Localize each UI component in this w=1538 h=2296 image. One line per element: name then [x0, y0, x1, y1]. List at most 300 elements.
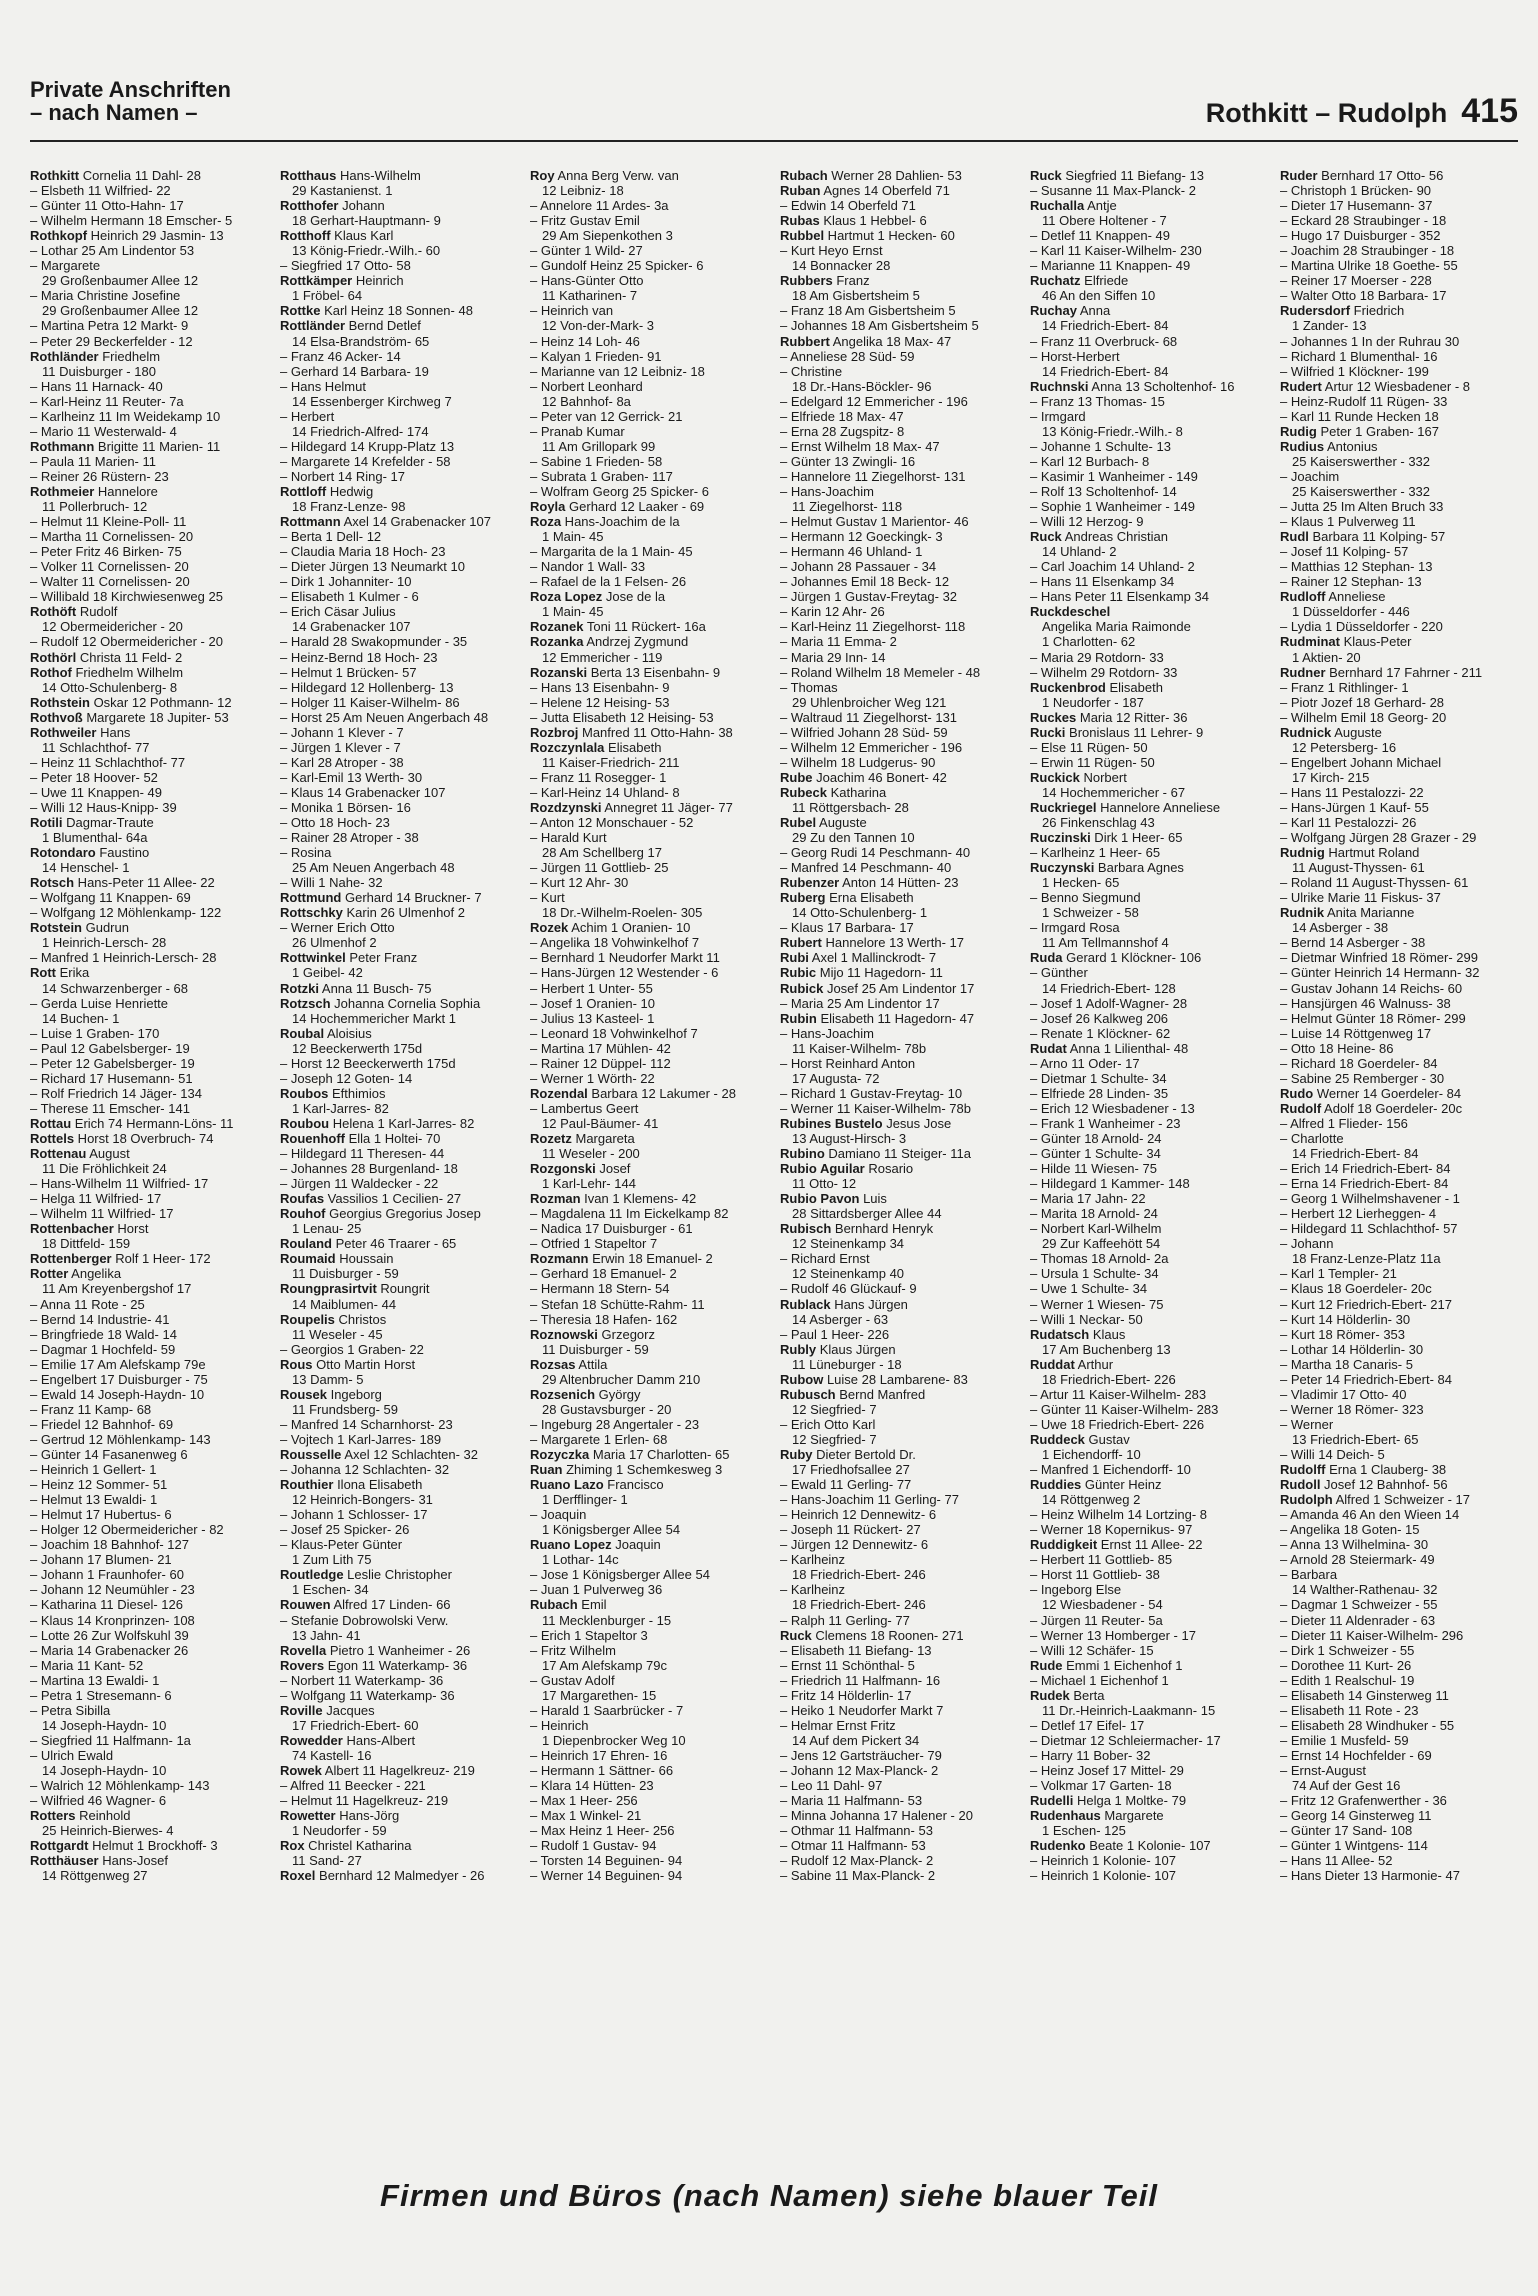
directory-entry	[780, 710, 1020, 725]
directory-entry	[30, 785, 270, 800]
directory-entry	[30, 1191, 270, 1206]
surname: Rouenhoff	[280, 1131, 345, 1146]
directory-entry	[30, 950, 270, 965]
entry-details: 18 Franz-Lenze-Platz 11a	[1292, 1251, 1441, 1267]
directory-entry	[280, 665, 520, 680]
directory-entry	[780, 484, 1020, 499]
entry-details: – Karlheinz	[780, 1582, 846, 1598]
entry-details: – Anneliese 28 Süd- 59	[780, 348, 915, 364]
directory-entry	[1030, 544, 1270, 559]
directory-entry	[30, 890, 270, 905]
directory-entry	[780, 529, 1020, 544]
entry-details: – Otto 18 Hoch- 23	[280, 815, 390, 831]
directory-entry	[530, 1838, 770, 1853]
surname: Rothmann	[30, 438, 95, 454]
entry-details: – Ernst 14 Hochfelder - 69	[1280, 1747, 1432, 1763]
directory-entry	[780, 1236, 1020, 1251]
entry-details: 29 Großenbaumer Allee 12	[42, 273, 199, 289]
entry-details: – Martina 17 Mühlen- 42	[530, 1040, 671, 1056]
entry-details: – Georgios 1 Graben- 22	[280, 1341, 424, 1357]
entry-details: – Johannes Emil 18 Beck- 12	[780, 574, 950, 590]
directory-entry	[1030, 273, 1270, 288]
entry-details: – Günter Heinrich 14 Hermann- 32	[1280, 965, 1480, 981]
entry-details: 11 Weseler - 45	[292, 1326, 383, 1342]
directory-entry	[1280, 680, 1520, 695]
directory-entry	[30, 379, 270, 394]
directory-entry	[780, 650, 1020, 665]
entry-details: 14 Schwarzenberger - 68	[42, 980, 188, 996]
directory-entry	[530, 1387, 770, 1402]
directory-entry	[1280, 1537, 1520, 1552]
directory-entry	[30, 1206, 270, 1221]
entry-details: – Hans Helmut	[280, 378, 366, 394]
directory-entry	[30, 1447, 270, 1462]
entry-details: – Hansjürgen 46 Walnuss- 38	[1280, 995, 1451, 1011]
directory-entry	[1280, 1763, 1520, 1778]
directory-entry	[1280, 1342, 1520, 1357]
entry-details: 1 Lenau- 25	[292, 1221, 362, 1237]
directory-entry	[530, 168, 770, 183]
entry-details: – Dieter 17 Husemann- 37	[1280, 198, 1433, 214]
directory-entry	[530, 1191, 770, 1206]
entry-details: – Lotte 26 Zur Wolfskuhl 39	[30, 1627, 189, 1643]
directory-entry	[280, 1793, 520, 1808]
directory-entry	[280, 935, 520, 950]
entry-details: 1 Schweizer - 58	[1042, 905, 1139, 921]
directory-entry	[30, 875, 270, 890]
entry-details: – Kurt 12 Friedrich-Ebert- 217	[1280, 1296, 1452, 1312]
entry-details: – Matthias 12 Stephan- 13	[1280, 559, 1433, 575]
entry-details: – Jürgen 11 Waldecker - 22	[280, 1176, 439, 1192]
directory-entry	[530, 469, 770, 484]
entry-details: – Kurt 12 Ahr- 30	[530, 875, 629, 891]
directory-entry	[280, 574, 520, 589]
directory-entry	[280, 1507, 520, 1522]
directory-entry	[780, 1327, 1020, 1342]
directory-entry	[30, 1281, 270, 1296]
entry-details: – Theresia 18 Hafen- 162	[530, 1311, 678, 1327]
directory-entry	[780, 1688, 1020, 1703]
entry-details: Friedhelm Wilhelm	[71, 664, 184, 680]
entry-details: – Joseph 12 Goten- 14	[280, 1070, 413, 1086]
directory-entry	[30, 1071, 270, 1086]
entry-details: – Werner 18 Kopernikus- 97	[1030, 1522, 1193, 1538]
entry-details: Bernhard 17 Fahrner - 211	[1325, 664, 1483, 680]
directory-entry	[1030, 1131, 1270, 1146]
entry-details: Gerhard 12 Laaker - 69	[565, 499, 705, 515]
entry-details: – Reiner 26 Rüstern- 23	[30, 468, 169, 484]
entry-details: Hannelore	[94, 483, 158, 499]
surname: Rubio Pavon	[780, 1191, 860, 1207]
entry-details: – Marianne van 12 Leibniz- 18	[530, 363, 705, 379]
directory-entry	[1030, 1477, 1270, 1492]
entry-details: György	[595, 1386, 641, 1402]
entry-details: – Wilhelm 11 Wilfried- 17	[30, 1206, 174, 1222]
directory-entry	[1280, 875, 1520, 890]
entry-details: Werner 28 Dahlien- 53	[827, 168, 962, 183]
directory-entry	[530, 228, 770, 243]
entry-details: 11 August-Thyssen- 61	[1292, 860, 1425, 876]
directory-entry	[280, 695, 520, 710]
directory-entry	[1030, 439, 1270, 454]
directory-entry	[280, 815, 520, 830]
surname: Rubio Aguilar	[780, 1161, 865, 1177]
directory-entry	[280, 1688, 520, 1703]
entry-details: 1 Neudorfer - 187	[1042, 694, 1144, 710]
entry-details: 14 Otto-Schulenberg- 1	[792, 905, 928, 921]
entry-details: 18 Dr.-Wilhelm-Roelen- 305	[542, 905, 703, 921]
surname: Rudenhaus	[1030, 1808, 1101, 1824]
page-header	[30, 78, 1518, 142]
entry-details: 17 Kirch- 215	[1292, 769, 1370, 785]
surname: Rudersdorf	[1280, 303, 1351, 319]
surname: Rothstein	[30, 694, 90, 710]
directory-entry	[280, 1447, 520, 1462]
directory-entry	[30, 1537, 270, 1552]
directory-entry	[30, 1643, 270, 1658]
directory-entry	[530, 1372, 770, 1387]
entry-details: – Helmut 1 Brücken- 57	[280, 664, 417, 680]
directory-entry	[1280, 1477, 1520, 1492]
entry-details: – Therese 11 Emscher- 141	[30, 1100, 190, 1116]
directory-entry	[530, 935, 770, 950]
directory-entry	[530, 1658, 770, 1673]
surname: Roungprasirtvit	[280, 1281, 377, 1297]
entry-details: – Joachim 28 Straubinger - 18	[1280, 243, 1455, 259]
entry-details: 25 Am Neuen Angerbach 48	[292, 860, 455, 876]
directory-entry	[280, 1838, 520, 1853]
surname: Rubic	[780, 965, 817, 981]
entry-details: – Willi 12 Schäfer- 15	[1030, 1642, 1154, 1658]
directory-entry	[1280, 1733, 1520, 1748]
directory-entry	[30, 484, 270, 499]
entry-details: – Engelbert Johann Michael	[1280, 754, 1442, 770]
directory-entry	[1280, 1417, 1520, 1432]
directory-entry	[1030, 1056, 1270, 1071]
directory-entry	[530, 1131, 770, 1146]
entry-details: – Peter 29 Beckerfelder - 12	[30, 333, 193, 349]
entry-details: 14 Bonnacker 28	[792, 258, 891, 274]
directory-entry	[530, 544, 770, 559]
directory-entry	[1030, 1402, 1270, 1417]
entry-details: – Karl-Heinz 11 Ziegelhorst- 118	[780, 619, 966, 635]
entry-details: – Ernst 11 Schönthal- 5	[780, 1657, 915, 1673]
entry-details: – Luise 1 Graben- 170	[30, 1025, 160, 1041]
directory-entry	[530, 288, 770, 303]
entry-details: Antonius	[1324, 438, 1378, 454]
surname: Roubou	[280, 1115, 330, 1131]
entry-details: – Karl 11 Kaiser-Wilhelm- 230	[1030, 243, 1202, 259]
entry-details: 14 Hochemmericher Markt 1	[292, 1010, 456, 1026]
entry-details: – Martha 18 Canaris- 5	[1280, 1356, 1413, 1372]
entry-details: – Herbert	[280, 408, 335, 424]
directory-entry	[1030, 1748, 1270, 1763]
directory-entry	[1030, 740, 1270, 755]
entry-details: – Johann 1 Fraunhofer- 60	[30, 1567, 184, 1583]
entry-details: – Harry 11 Bober- 32	[1030, 1747, 1151, 1763]
entry-details: 12 Petersberg- 16	[1292, 739, 1397, 755]
entry-details: 1 Düsseldorfer - 446	[1292, 604, 1410, 620]
directory-entry	[1280, 469, 1520, 484]
entry-details: 11 Kaiser-Wilhelm- 78b	[792, 1040, 927, 1056]
entry-details: 11 Duisburger - 180	[42, 363, 156, 379]
surname: Rottau	[30, 1115, 72, 1131]
surname: Rudminat	[1280, 634, 1340, 650]
directory-entry	[30, 695, 270, 710]
directory-entry	[530, 1823, 770, 1838]
entry-details: Leslie Christopher	[343, 1567, 452, 1583]
directory-entry	[530, 1733, 770, 1748]
entry-details: – Willibald 18 Kirchwiesenweg 25	[30, 589, 223, 605]
entry-details: – Karin 12 Ahr- 26	[780, 604, 885, 620]
entry-details: – Horst-Herbert	[1030, 348, 1120, 364]
entry-details: Gerard 1 Klöckner- 106	[1062, 950, 1202, 966]
directory-entry	[280, 258, 520, 273]
entry-details: Norbert	[1079, 769, 1127, 785]
entry-details: Margarete 18 Jupiter- 53	[82, 709, 229, 725]
entry-details: – Anna 11 Rote - 25	[30, 1296, 145, 1312]
surname: Rottenau	[30, 1146, 87, 1162]
directory-entry	[530, 409, 770, 424]
directory-entry	[30, 604, 270, 619]
entry-details: 1 Diepenbrocker Weg 10	[542, 1732, 686, 1748]
directory-entry	[1280, 1778, 1520, 1793]
directory-entry	[280, 1402, 520, 1417]
footer-note: Firmen und Büros (nach Namen) siehe blauer Teil	[380, 2178, 1158, 2213]
directory-entry	[30, 905, 270, 920]
surname: Rubert	[780, 935, 822, 951]
directory-entry	[280, 1206, 520, 1221]
entry-details: – Hildegard 12 Hollenberg- 13	[280, 679, 454, 695]
directory-entry	[530, 529, 770, 544]
directory-entry	[530, 1477, 770, 1492]
directory-entry	[780, 604, 1020, 619]
directory-entry	[30, 1703, 270, 1718]
surname: Rozek	[530, 920, 569, 936]
directory-entry	[1030, 920, 1270, 935]
entry-details: – Hans-Jürgen 12 Westender - 6	[530, 965, 719, 981]
directory-entry	[530, 950, 770, 965]
surname: Rothvoß	[30, 709, 83, 725]
entry-details: – Karlheinz 11 Im Weidekamp 10	[30, 408, 221, 424]
directory-entry	[1280, 484, 1520, 499]
directory-entry	[30, 1688, 270, 1703]
directory-entry	[280, 1462, 520, 1477]
directory-entry	[1030, 1116, 1270, 1131]
directory-entry	[780, 981, 1020, 996]
directory-entry	[1280, 1191, 1520, 1206]
directory-entry	[1030, 860, 1270, 875]
entry-details: – Lothar 14 Hölderlin- 30	[1280, 1341, 1424, 1357]
entry-details: – Horst 12 Beeckerwerth 175d	[280, 1055, 456, 1071]
directory-entry	[530, 1266, 770, 1281]
entry-details: – Norbert Karl-Wilhelm	[1030, 1221, 1162, 1237]
entry-details: – Max 1 Heer- 256	[530, 1793, 638, 1809]
entry-details: Axel 12 Schlachten- 32	[341, 1446, 479, 1462]
entry-details: Andrzej Zygmund	[583, 634, 689, 650]
surname: Rozdzynski	[530, 799, 602, 815]
entry-details: Anneliese	[1325, 589, 1386, 605]
directory-entry	[780, 273, 1020, 288]
entry-details: Andreas Christian	[1061, 529, 1169, 545]
entry-details: Erna Elisabeth	[825, 890, 914, 906]
directory-entry	[1280, 710, 1520, 725]
entry-details: – Ingeburg 28 Angertaler - 23	[530, 1416, 700, 1432]
entry-details: 11 Dr.-Heinrich-Laakmann- 15	[1042, 1702, 1216, 1718]
entry-details: – Erich 1 Stapeltor 3	[530, 1627, 648, 1643]
directory-entry	[780, 1673, 1020, 1688]
surname: Rudelli	[1030, 1793, 1074, 1809]
surname: Rucki	[1030, 724, 1066, 740]
entry-details: 28 Gustavsburger - 20	[542, 1401, 672, 1417]
entry-details: 14 Buchen- 1	[42, 1010, 120, 1026]
surname: Rubly	[780, 1341, 817, 1357]
directory-entry	[1030, 1597, 1270, 1612]
entry-details: – Willi 1 Nahe- 32	[280, 875, 383, 891]
entry-details: – Dagmar 1 Hochfeld- 59	[30, 1341, 176, 1357]
entry-details: Johanna Cornelia Sophia	[330, 995, 481, 1011]
directory-entry	[30, 1673, 270, 1688]
entry-details: Bernhard Henryk	[831, 1221, 934, 1237]
entry-details: – Dietmar 1 Schulte- 34	[1030, 1070, 1167, 1086]
directory-entry	[530, 1297, 770, 1312]
entry-details: – Gerhard 18 Emanuel- 2	[530, 1266, 677, 1282]
surname: Roza	[530, 514, 562, 530]
entry-details: – Thomas 18 Arnold- 2a	[1030, 1251, 1169, 1267]
directory-entry	[1030, 981, 1270, 996]
entry-details: – Volker 11 Cornelissen- 20	[30, 559, 189, 575]
surname: Rudatsch	[1030, 1326, 1090, 1342]
entry-details: – Karl-Heinz 11 Reuter- 7a	[30, 393, 184, 409]
directory-entry	[280, 589, 520, 604]
directory-entry	[30, 1101, 270, 1116]
directory-entry	[30, 710, 270, 725]
surname: Rouwen	[280, 1597, 331, 1613]
surname: Rudner	[1280, 664, 1326, 680]
surname: Roubal	[280, 1025, 325, 1041]
directory-entry	[780, 1868, 1020, 1883]
entry-details: 29 Am Siepenkothen 3	[542, 228, 673, 244]
surname: Rothöft	[30, 604, 77, 620]
directory-entry	[1030, 1176, 1270, 1191]
entry-details: Houssain	[335, 1251, 394, 1267]
entry-details: – Dirk 1 Schweizer - 55	[1280, 1642, 1415, 1658]
entry-details: – Wilhelm Hermann 18 Emscher- 5	[30, 213, 233, 229]
directory-entry	[530, 1778, 770, 1793]
directory-entry	[780, 469, 1020, 484]
entry-details: – Herbert 1 Unter- 55	[530, 980, 653, 996]
directory-entry	[1030, 1582, 1270, 1597]
surname: Rothländer	[30, 348, 99, 364]
entry-details: – Angelika 18 Goten- 15	[1280, 1522, 1420, 1538]
entry-details: 14 Walther-Rathenau- 32	[1292, 1582, 1438, 1598]
directory-entry	[530, 514, 770, 529]
directory-entry	[1280, 1131, 1520, 1146]
directory-entry	[30, 1116, 270, 1131]
entry-details: – Klaus 1 Pulverweg 11	[1280, 514, 1416, 530]
surname: Rovers	[280, 1657, 325, 1673]
directory-entry	[780, 1643, 1020, 1658]
directory-entry	[30, 1748, 270, 1763]
entry-details: – Dietmar Winfried 18 Römer- 299	[1280, 950, 1478, 966]
entry-details: – Georg 1 Wilhelmshavener - 1	[1280, 1191, 1460, 1207]
entry-details: – Sabine 25 Remberger - 30	[1280, 1070, 1445, 1086]
entry-details: – Harald 28 Swakopmunder - 35	[280, 634, 468, 650]
surname: Ruckes	[1030, 709, 1077, 725]
entry-details: – Johann 1 Klever - 7	[280, 724, 404, 740]
entry-details: – Josef 25 Spicker- 26	[280, 1522, 410, 1538]
surname: Rudolf	[1280, 1100, 1322, 1116]
entry-details: – Günter 18 Arnold- 24	[1030, 1131, 1162, 1146]
directory-entry	[530, 1688, 770, 1703]
entry-details: – Ewald 14 Joseph-Haydn- 10	[30, 1386, 205, 1402]
directory-entry	[280, 1281, 520, 1296]
directory-entry	[1280, 514, 1520, 529]
directory-entry	[30, 183, 270, 198]
directory-entry	[280, 1101, 520, 1116]
entry-details: 11 Röttgersbach- 28	[792, 799, 909, 815]
entry-details: Hans-Josef	[98, 1853, 168, 1869]
entry-details: 28 Sittardsberger Allee 44	[792, 1206, 942, 1222]
directory-entry	[1030, 604, 1270, 619]
entry-details: – Else 11 Rügen- 50	[1030, 739, 1148, 755]
entry-details: Christos	[334, 1311, 387, 1327]
entry-details: – Gustav Adolf	[530, 1672, 615, 1688]
directory-entry	[530, 1643, 770, 1658]
entry-details: – Erich 14 Friedrich-Ebert- 84	[1280, 1161, 1451, 1177]
entry-details: – Franz 11 Overbruck- 68	[1030, 333, 1178, 349]
entry-details: Jesus Jose	[882, 1115, 952, 1131]
directory-entry	[280, 168, 520, 183]
directory-entry	[1030, 1086, 1270, 1101]
directory-entry	[280, 1071, 520, 1086]
directory-entry	[530, 1146, 770, 1161]
directory-entry	[780, 1116, 1020, 1131]
directory-entry	[1280, 499, 1520, 514]
entry-details: – Irmgard	[1030, 408, 1086, 424]
directory-entry	[1280, 1643, 1520, 1658]
directory-entry	[1280, 920, 1520, 935]
directory-entry	[1280, 1808, 1520, 1823]
entry-details: – Engelbert 17 Duisburger - 75	[30, 1371, 208, 1387]
directory-entry	[280, 379, 520, 394]
directory-entry	[1280, 1327, 1520, 1342]
entry-details: – Jürgen 11 Gottlieb- 25	[530, 860, 669, 876]
directory-entry	[30, 965, 270, 980]
directory-entry	[1030, 680, 1270, 695]
entry-details: – Jutta Elisabeth 12 Heising- 53	[530, 709, 714, 725]
directory-entry	[30, 725, 270, 740]
directory-entry	[530, 1613, 770, 1628]
entry-details: Heinrich 29 Jasmin- 13	[87, 228, 224, 244]
directory-entry	[30, 1372, 270, 1387]
directory-entry	[1280, 1658, 1520, 1673]
entry-details: – Rolf Friedrich 14 Jäger- 134	[30, 1085, 202, 1101]
entry-details: – Johann 1 Schlosser- 17	[280, 1507, 428, 1523]
surname: Rous	[280, 1356, 313, 1372]
directory-entry	[1280, 1266, 1520, 1281]
entry-details: 1 Heinrich-Lersch- 28	[42, 935, 167, 951]
entry-details: – Ursula 1 Schulte- 34	[1030, 1266, 1159, 1282]
entry-details: – Johann 12 Neumühler - 23	[30, 1582, 195, 1598]
entry-details: Karin 26 Ulmenhof 2	[342, 905, 465, 921]
directory-entry	[1280, 198, 1520, 213]
entry-details: – Rainer 12 Stephan- 13	[1280, 574, 1422, 590]
entry-details: – Uwe 18 Friedrich-Ebert- 226	[1030, 1416, 1205, 1432]
directory-entry	[30, 499, 270, 514]
entry-details: – Stefan 18 Schütte-Rahm- 11	[530, 1296, 705, 1312]
directory-entry	[1280, 1357, 1520, 1372]
